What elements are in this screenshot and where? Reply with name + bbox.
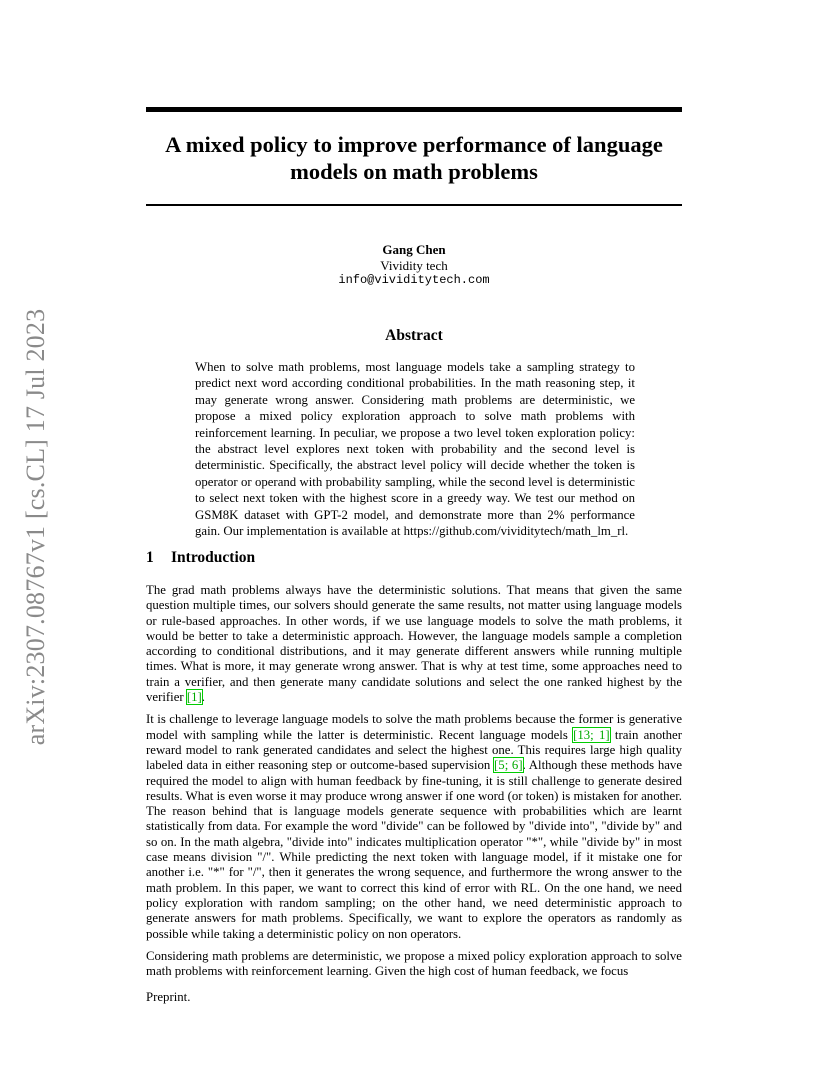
author-name: Gang Chen	[382, 242, 446, 257]
arxiv-side-stamp	[0, 0, 60, 1072]
paragraph	[146, 949, 682, 980]
paragraph	[146, 583, 682, 705]
section-heading	[146, 548, 255, 568]
introduction-body	[146, 583, 682, 986]
paragraph-text: . Although these methods have required the model to align with human feedback by fine-tuning, it is still challenge to generate desired results. What is even worse it may produce wrong answer if one word (or token) is mistaken for another. The reason behind that is language models generate sequence with probabilities which are learnt statistically from data. For example the word "divide" can be followed by "divide into", "divide by" and so on. In the math algebra, "divide into" indicates multiplication operator "*", while "divide by" in most case means division "/". While predicting the next token with language model, if it mistake one for another i.e. "*" for "/", then it generates the wrong sequence, and furthermore the wrong answer to the math problem. In this paper, we want to correct this kind of error with RL. On the one hand, we need policy exploration with random sampling; on the other hand, we need deterministic approach to generate answers for math problems. Specifically, we want to explore the operators as randomly as possible while taking a deterministic policy on non operators.	[146, 758, 682, 941]
citation-link[interactable]: [13; 1]	[573, 727, 610, 742]
paragraph-text: train another reward model to rank generated candidates and select the highest one. This requires large high quality labeled data in either reasoning step or outcome-based supervision	[146, 727, 682, 773]
title-top-rule	[146, 107, 682, 112]
section-title: Introduction	[171, 549, 256, 566]
paper-title: A mixed policy to improve performance of language models on math problems	[165, 132, 663, 184]
title-bottom-rule	[146, 204, 682, 206]
author-email[interactable]: info@vividitytech.com	[338, 273, 490, 287]
paragraph-text: .	[201, 690, 205, 705]
arxiv-identifier[interactable]: arXiv:2307.08767v1 [cs.CL] 17 Jul 2023	[21, 308, 50, 746]
citation-link[interactable]: [1]	[186, 690, 202, 705]
paragraph-text: It is challenge to leverage language models to solve the math problems because the former is generative model with sampling while the latter is deterministic. Recent language models	[146, 712, 682, 742]
paragraph-text: Considering math problems are deterministic, we propose a mixed policy exploration approach to solve math problems with reinforcement learning. Given the high cost of human feedback, we focus	[146, 948, 682, 979]
section-number: 1	[146, 549, 154, 566]
footer-note: Preprint.	[146, 990, 191, 1004]
paragraph-text: The grad math problems always have the deterministic solutions. That means that given the same question multiple times, our solvers should generate the same results, not matter using language models or rule-based approaches. In other words, if we use language models to solve the math problems, it would be better to take a deterministic approach. However, the language models sample a completion according to conditional distributions, and it may generate different answers while running multiple times. What is more, it may generate wrong answer. That is why at test time, some approaches need to train a verifier, and then generate many candidate solutions and select the one ranked highest by the verifier	[146, 583, 682, 705]
citation-link[interactable]: [5; 6]	[494, 758, 523, 773]
paragraph	[146, 712, 682, 941]
author-block	[146, 242, 682, 289]
abstract-heading: Abstract	[385, 327, 443, 344]
abstract-text: When to solve math problems, most language models take a sampling strategy to predict next word according conditional probabilities. In the math reasoning step, it may generate wrong answer. Considering math problems are deterministic, we propose a mixed policy exploration approach to solve math problems with reinforcement learning. In peculiar, we propose a two level token exploration policy: the abstract level explores next token with probability and the second level is deterministic. Specifically, the abstract level policy will decide whether the token is operator or operand with probability sampling, while the second level is deterministic to select next token with the highest score in a greedy way. We test our method on GSM8K dataset with GPT-2 model, and demonstrate more than 2% performance gain. Our implementation is available at https://github.com/vividitytech/math_lm_rl.	[195, 360, 635, 539]
author-affiliation: Vividity tech	[380, 257, 448, 273]
